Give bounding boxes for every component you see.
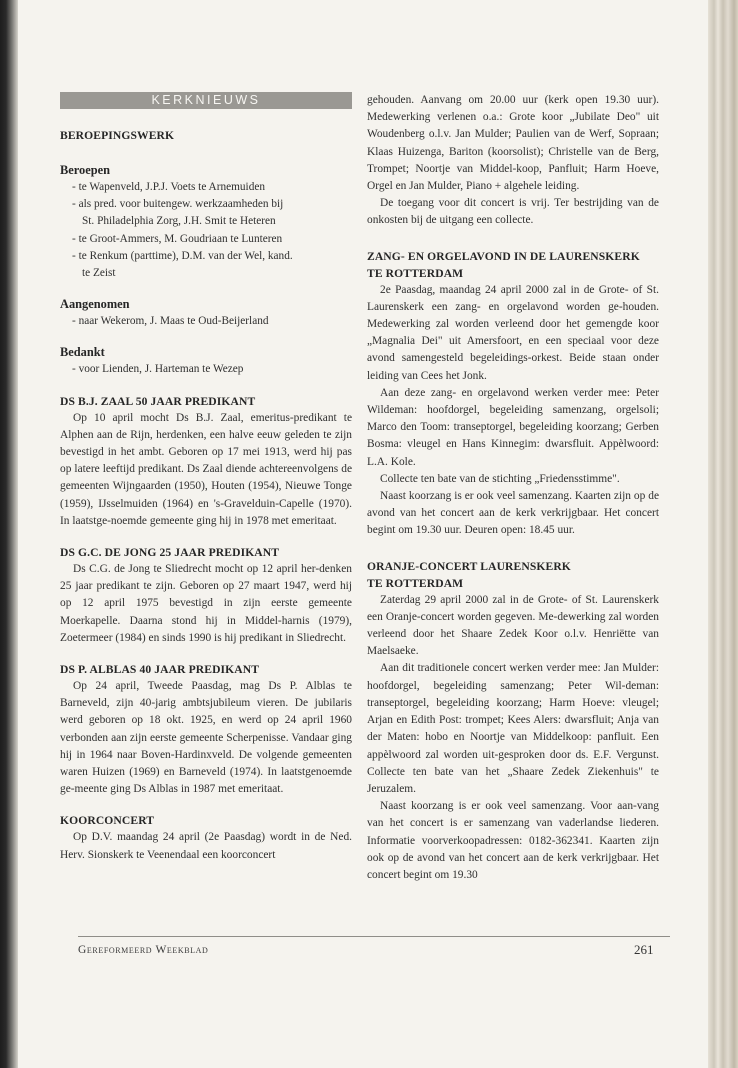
article-body: Aan dit traditionele concert werken verder mee: Jan Mulder: hoofdorgel, begeleiding samenzang; Peter Wil-deman: transeptorgel, begeleiding koorzang; Harm Hoeve: vleugel; Arjan en Edith Post: trompet; Kees Alers: dwarsfluit; Anja van der Maten: hobo en Noortje van Middelkoop: panfluit. Een appèlwoord zal worden uit-gesproken door ds. E.F. Vergunst. Collecte ten bate van het „Shaare Zedek Ziekenhuis" te Jeruzalem. [367, 662, 659, 795]
article-body: Collecte ten bate van de stichting „Friedensstimme". [380, 472, 620, 485]
article-heading: KOORCONCERT [60, 814, 155, 828]
page-number: 261 [634, 942, 654, 957]
article-heading: DS B.J. ZAAL 50 JAAR PREDIKANT [60, 394, 256, 408]
article-heading: DS P. ALBLAS 40 JAAR PREDIKANT [60, 663, 260, 677]
list-item: te Zeist [82, 267, 116, 280]
left-column [60, 92, 352, 864]
list-item: - te Renkum (parttime), D.M. van der Wel, kand. [72, 249, 293, 262]
right-column [367, 92, 659, 884]
scan-binding-shadow [0, 0, 18, 1068]
article-body: Zaterdag 29 april 2000 zal in de Grote- of St. Laurenskerk een Oranje-concert worden gegeven. Me-dewerking zal worden verleend door het Shaare Zedek Koor o.l.v. Henriëtte van Maelsaeke. [367, 593, 659, 658]
article-body: gehouden. Aanvang om 20.00 uur (kerk open 19.30 uur). Medewerking verlenen o.a.: Grote koor „Jubilate Deo" uit Woudenberg o.l.v. Jan Mulder; Paulien van de Werf, Sopraan; Klaas Huizenga, Bariton (koorsolist); Christelle van de Berg, Trompet; Noortje van Middel-koop, Panfluit; Harm Hoeve, Orgel en Jan Mulder, Piano + algehele leiding. [367, 94, 659, 193]
list-item: - te Wapenveld, J.P.J. Voets te Arnemuiden [72, 181, 266, 193]
article-body: Aan deze zang- en orgelavond werken verder mee: Peter Wildeman: hoofdorgel, begeleiding samenzang, orgelsoli; Marco den Toom: transeptorgel, begeleiding koorzang; Gerben Bosma: vleugel en Hans Kinnegim: dwarsfluit. Appèlwoord: L.A. Kole. [367, 386, 659, 468]
publication-name: Gereformeerd Weekblad [78, 944, 209, 956]
beroepen-heading: Beroepen [60, 163, 111, 177]
page-stack-edge [708, 0, 738, 1068]
magazine-page [18, 0, 708, 1068]
article-heading: ZANG- EN ORGELAVOND IN DE LAURENSKERK [367, 249, 640, 263]
footer-rule [78, 936, 670, 937]
article-body: Naast koorzang is er ook veel samenzang. Kaarten zijn op de avond van het concert aan de kerk verkrijgbaar. Het concert begint om 19.30 uur. Deuren open: 18.45 uur. [367, 490, 659, 537]
article-body: Op D.V. maandag 24 april (2e Paasdag) wordt in de Ned. Herv. Sionskerk te Veenendaal een koorconcert [60, 831, 352, 861]
list-item: - voor Lienden, J. Harteman te Wezep [72, 363, 244, 376]
section-header: KERKNIEUWS [60, 92, 352, 109]
article-heading: ORANJE-CONCERT LAURENSKERK [367, 559, 571, 573]
list-item: - als pred. voor buitengew. werkzaamheden bij [72, 198, 284, 211]
list-item: - naar Wekerom, J. Maas te Oud-Beijerland [72, 315, 269, 328]
article-heading: DS G.C. DE JONG 25 JAAR PREDIKANT [60, 546, 280, 560]
list-item: - te Groot-Ammers, M. Goudriaan te Lunteren [72, 232, 283, 245]
article-heading: TE ROTTERDAM [367, 576, 464, 590]
bedankt-heading: Bedankt [60, 345, 105, 360]
article-body: Naast koorzang is er ook veel samenzang. Voor aan-vang van het concert is er samenzang van vaderlandse liederen. Informatie voorverkoopadressen: 0182-362341. Kaarten zijn ook op de avond van het concert aan de kerk verkrijgbaar. Het concert begint om 19.30 [367, 800, 659, 881]
aangenomen-heading: Aangenomen [60, 297, 130, 312]
list-item: St. Philadelphia Zorg, J.H. Smit te Heteren [82, 215, 276, 228]
article-body: Ds C.G. de Jong te Sliedrecht mocht op 12 april her-denken 25 jaar predikant te zijn. Geboren op 27 maart 1947, werd hij op 12 april 1975 bevestigd in zijn eerste gemeente Moerkapelle. Daarna stond hij in Middel-harnis (1979), Zoetermeer (1984) en sinds 1990 is hij predikant in Sliedrecht. [60, 563, 352, 644]
article-body: De toegang voor dit concert is vrij. Ter bestrijding van de onkosten bij de uitgang een collecte. [367, 197, 659, 227]
article-body: Op 24 april, Tweede Paasdag, mag Ds P. Alblas te Barneveld, zijn 40-jarig ambtsjubileum vieren. De jubilaris werd geboren op 18 okt. 1925, en werd op 24 april 1960 verbonden aan zijn eerste gemeente Scherpenisse. Vandaar ging hij in 1964 naar Boven-Hardinxveld. De volgende gemeenten waren Huizen (1969) en Barneveld (1974). In laatstgenoemde ge-meente ging Ds Alblas in 1987 met emeritaat. [60, 680, 352, 796]
article-heading: TE ROTTERDAM [367, 266, 464, 280]
article-body: 2e Paasdag, maandag 24 april 2000 zal in de Grote- of St. Laurenskerk een zang- en orgelavond worden ge-houden. Medewerking zal worden verleend door het gemengde koor „Magnalia Dei" uit Amersfoort, en een speciaal voor deze avond samengesteld begeleidings-orkest. Beide staan onder leiding van Cees het Jonk. [367, 283, 659, 382]
beroepingswerk-heading: BEROEPINGSWERK [60, 129, 175, 142]
article-body: Op 10 april mocht Ds B.J. Zaal, emeritus-predikant te Alphen aan de Rijn, herdenken, een halve eeuw geleden te zijn bevestigd in het ambt. Geboren op 17 mei 1913, werd hij pas op latere leeftijd predikant. Ds Zaal diende achtereenvolgens de gemeenten Wijngaarden (1950), Houten (1954), Nieuwe Tonge (1959), IJsselmuiden (1964) en 's-Gravelduin-Capelle (1970). In laatstge-noemde gemeente ging hij in 1978 met emeritaat. [60, 411, 352, 527]
